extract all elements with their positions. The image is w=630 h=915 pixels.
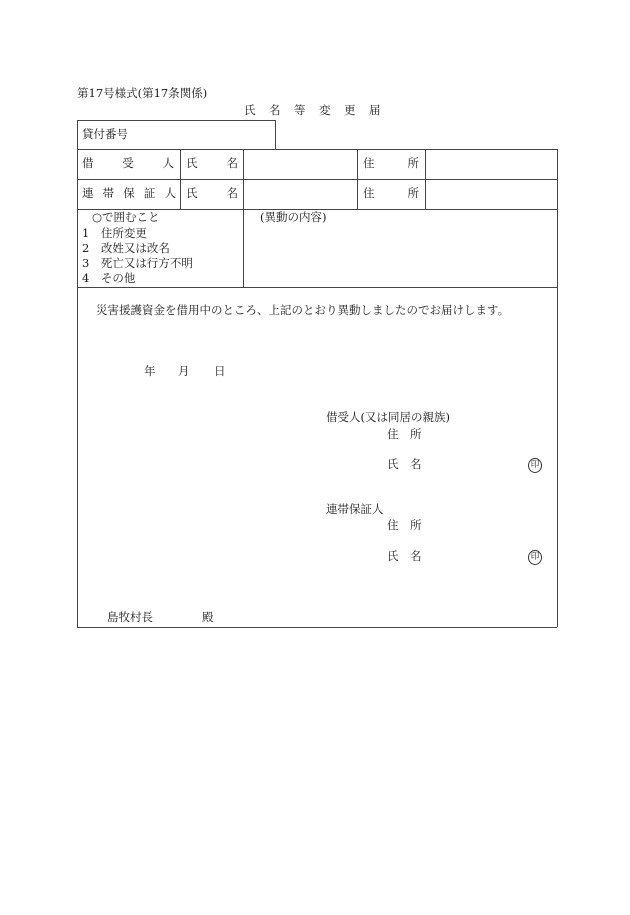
- borrower-address-label: 住 所: [363, 156, 419, 170]
- loan-box-right-line: [275, 120, 276, 149]
- table-right-line: [557, 149, 558, 627]
- borrower-sig-name-label: 氏 名: [387, 457, 422, 471]
- date-year: 年: [144, 364, 156, 378]
- table-bottom-line: [77, 627, 557, 628]
- date-month: 月: [178, 364, 190, 378]
- col-divider-a: [180, 149, 181, 209]
- guarantor-address-field[interactable]: [427, 181, 555, 208]
- borrower-seal-icon: 印: [528, 458, 542, 473]
- change-option-2[interactable]: 2 改姓又は改名: [82, 241, 170, 255]
- loan-box-top-line: [77, 120, 275, 121]
- guarantor-block-label: 連帯保証人: [326, 502, 384, 516]
- borrower-name-field[interactable]: [245, 151, 355, 178]
- guarantor-name-label: 氏 名: [186, 186, 238, 200]
- guarantor-address-label: 住 所: [363, 186, 419, 200]
- row-divider-1: [77, 179, 557, 180]
- form-number: 第17号様式(第17条関係): [77, 86, 208, 100]
- date-day: 日: [214, 364, 226, 378]
- loan-number-field[interactable]: [150, 122, 272, 147]
- declaration-text: 災害援護資金を借用中のところ、上記のとおり異動しましたのでお届けします。: [96, 303, 510, 317]
- change-details-label: (異動の内容): [260, 210, 327, 224]
- row-divider-3: [77, 287, 557, 288]
- guarantor-sig-name-label: 氏 名: [387, 549, 422, 563]
- change-option-3[interactable]: 3 死亡又は行方不明: [82, 256, 193, 270]
- borrower-name-label: 氏 名: [186, 156, 238, 170]
- addressee: 島牧村長: [107, 610, 153, 624]
- guarantor-seal-icon: 印: [528, 550, 542, 565]
- circle-instruction: ○で囲むこと: [92, 210, 160, 224]
- col-divider-c: [357, 149, 358, 209]
- borrower-label: 借 受 人: [82, 156, 174, 170]
- guarantor-label: 連 帯 保 証 人: [82, 186, 176, 200]
- borrower-block-label: 借受人(又は同居の親族): [326, 410, 450, 424]
- honorific: 殿: [202, 610, 214, 624]
- col-divider-b: [243, 149, 244, 287]
- borrower-address-field[interactable]: [427, 151, 555, 178]
- change-option-1[interactable]: 1 住所変更: [82, 226, 147, 240]
- document-title: 氏 名 等 変 更 届: [244, 103, 382, 117]
- change-option-4[interactable]: 4 その他: [82, 271, 136, 285]
- col-divider-d: [425, 149, 426, 209]
- table-top-line: [77, 149, 557, 150]
- guarantor-name-field[interactable]: [245, 181, 355, 208]
- table-left-line: [77, 120, 78, 627]
- guarantor-sig-address-label: 住 所: [387, 518, 422, 532]
- loan-number-label: 貸付番号: [82, 127, 128, 141]
- borrower-sig-address-label: 住 所: [387, 427, 422, 441]
- change-details-field[interactable]: [245, 228, 555, 285]
